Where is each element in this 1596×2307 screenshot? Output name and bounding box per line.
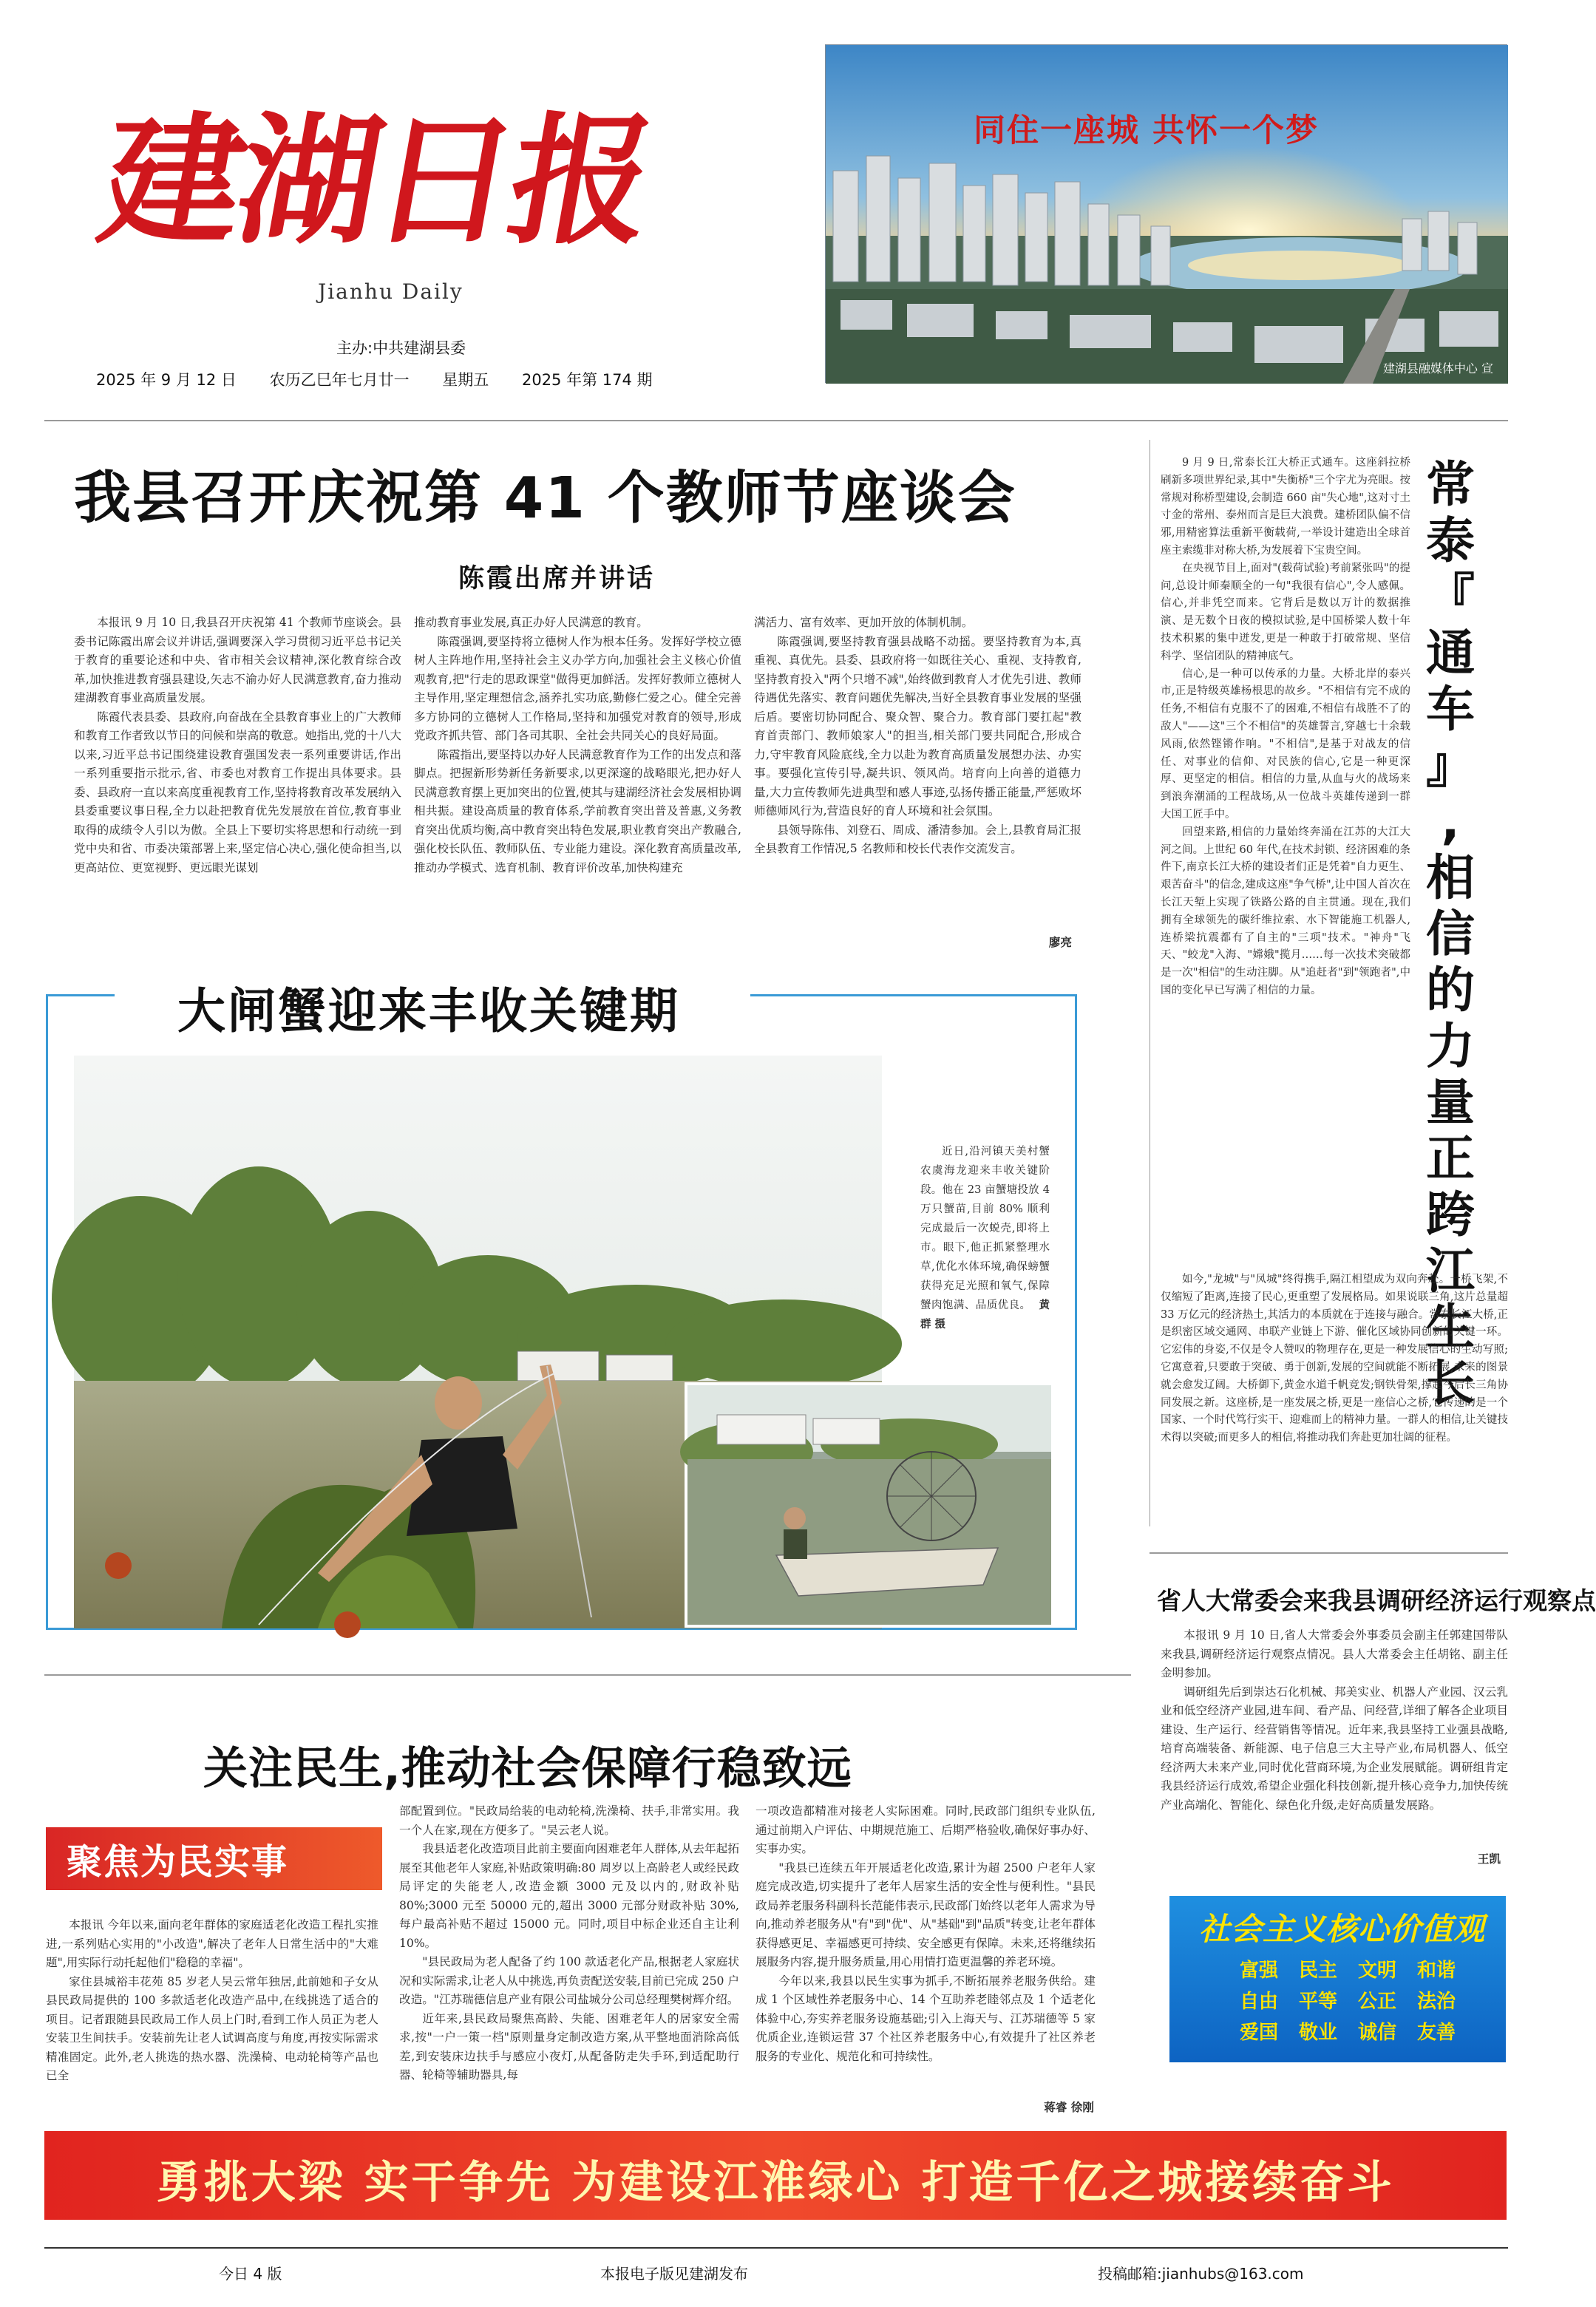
lead-headline: 我县召开庆祝第 41 个教师节座谈会: [74, 466, 1016, 531]
city-skyline-illustration: [826, 45, 1508, 384]
commentary-headline-glyph: 』: [1426, 737, 1475, 794]
photo-caption: [920, 1142, 1050, 1334]
weekday: 星期五: [442, 371, 489, 389]
visit-para: 调研组先后到崇达石化机械、邦美实业、机器人产业园、汉云乳业和低空经济产业园,进车间、看产品、问经营,详细了解各企业项目建设、生产运行、经营销售等情况。近年来,我县坚持工业强县战略,培育高端装备、新能源、电子信息三大主导产业,布局机器人、低空经济两大未来产业,同时优化营商环境,为企业发展赋能。调研组肯定我县经济运行成效,希望企业强化科技创新,提升核心竞争力,加快传统产业高端化、智能化、绿色化升级,走好高质量发展路。: [1161, 1685, 1508, 1812]
core-value: 和谐: [1417, 1960, 1456, 1982]
visit-story-text: [1161, 1626, 1508, 1863]
lead-col3-para: 陈霞强调,要坚持教育强县战略不动摇。要坚持教育为本,真重视、真优先。县委、县政府将一如既往关心、重视、支持教育,坚持教育投入"两个只增不减",始终做到教育人才优先引进、教师待遇优先落实、教育问题优先解决,当好全县教育事业发展的坚强后盾。要密切协同配合、聚众智、聚合力。教育部门要扛起"教育首责部门、教师娘家人"的担当,相关部门要共同配合,形成合力,守牢教育风险底线,全力以赴为教育高质量发展想办法、办实事。要强化宣传引导,凝共识、领风尚。培育向上向善的道德力量,大力宣传教师先进典型和感人事迹,弘扬传播正能量,严惩败坏师德师风行为,营造良好的育人环境和社会氛围。: [754, 634, 1081, 818]
lead-col2-para: 推动教育事业发展,真正办好人民满意的教育。: [414, 616, 648, 629]
people-col2-para: 我县适老化改造项目此前主要面向困难老年人群体,从去年起拓展至其他老年人家庭,补贴政策明确:80 周岁以上高龄老人或经民政局评定的失能老人,改造金额 3000 元及以内的,财政补贴 80%;3000 元至 50000 元的,超出 3000 元部分财政补贴 30%,每户最高补贴不超过 15000 元。同时,项目中标企业还自主让利 10%。: [399, 1842, 739, 1950]
lead-column-1: [74, 614, 401, 950]
lead-column-3: [754, 614, 1081, 931]
focus-tag-text: 聚焦为民实事: [67, 1841, 289, 1883]
lead-col1-para: 陈霞代表县委、县政府,向奋战在全县教育事业上的广大教师和教育工作者致以节日的问候和崇高的敬意。她指出,党的十八大以来,习近平总书记围绕建设教育强国发表一系列重要讲话,作出一系列重要指示批示,省、市委也对教育工作提出具体要求。县委、县政府一直以来高度重视教育工作,坚持将教育改革发展纳入县委重要议事日程,全力以赴把教育优先发展放在首位,教育事业取得的成绩令人引以为傲。全县上下要切实将思想和行动统一到党中央和省、市委决策部署上来,坚定信心决心,强化使命担当,以更高站位、更宽视野、更远眼光谋划: [74, 710, 401, 874]
commentary-headline-glyph: 江: [1426, 1243, 1475, 1299]
slogan-banner-text: 勇挑大梁 实干争先 为建设江淮绿心 打造千亿之城接续奋斗: [156, 2157, 1395, 2209]
commentary-para: 如今,"龙城"与"凤城"终得携手,隔江相望成为双向奔赴。一桥飞架,不仅缩短了距离,连接了民心,更重塑了发展格局。如果说联三角,这片总量超 33 万亿元的经济热土,其活力的本质就在于连接与融合。常泰长江大桥,正是织密区域交通网、串联产业链上下游、催化区域协同创新的关键一环。它宏伟的身姿,不仅是令人赞叹的物理存在,更是一种发展信心的生动写照;它寓意着,只要敢于突破、勇于创新,发展的空间就能不断拓展,未来的图景就会愈发辽阔。大桥御下,黄金水道千帆竞发;钢铁骨架,撑起今后长三角协同发展之新。这座桥,是一座发展之桥,更是一座信心之桥,它传递的是一个国家、一个时代笃行实干、迎难而上的精神力量。一群人的相信,让关键技术得以突破;而更多人的相信,将推动我们奔赴更加壮阔的征程。: [1161, 1274, 1508, 1444]
footer-divider: [44, 2247, 1508, 2249]
lead-col1-para: 本报讯 9 月 10 日,我县召开庆祝第 41 个教师节座谈会。县委书记陈霞出席会议并讲话,强调要深入学习贯彻习近平总书记关于教育的重要论述和中央、省市相关会议精神,深化教育综合改革,加快推进教育强县建设,矢志不渝办好人民满意教育,奋力推动建湖教育事业高质量发展。: [74, 616, 401, 704]
people-byline: 蒋睿 徐刚: [1044, 2100, 1094, 2114]
hero-city-photo: [825, 44, 1507, 383]
people-col3-para: 一项改造都精准对接老人实际困难。同时,民政部门组织专业队伍,通过前期入户评估、中期规范施工、后期严格验收,确保好事办好、实事办实。: [755, 1804, 1096, 1855]
commentary-headline-glyph: 常: [1426, 456, 1475, 513]
core-values-row-1: [1240, 1955, 1476, 1982]
core-value: 富强: [1240, 1960, 1279, 1982]
commentary-para: 信心,是一种可以传承的力量。大桥北岸的泰兴市,正是特级英雄杨根思的故乡。"不相信有完不成的任务,不相信有克服不了的困难,不相信有战胜不了的敌人"——这"三个不相信"的英雄誓言,穿越七十余载风雨,依然铿锵作响。"不相信",是基于对战友的信任、对事业的信仰、对民族的信心,它是一种更深厚、更坚定的相信。相信的力量,从血与火的战场来到浪奔潮涌的工程战场,从一位战斗英雄传递到一群大国工匠手中。: [1161, 667, 1410, 820]
core-value: 诚信: [1358, 2022, 1397, 2044]
issue-number: 2025 年第 174 期: [521, 371, 653, 389]
lead-column-2: [414, 614, 741, 950]
core-values-row-2: [1240, 1986, 1476, 2014]
right-section-divider: [1150, 1552, 1508, 1554]
people-column-2: [399, 1802, 739, 2116]
people-col3-para: "我县已连续五年开展适老化改造,累计为超 2500 户老年人家庭完成改造,切实提升了老年人居家生活的安全性与便利性。"县民政局养老服务科副科长范能伟表示,民政部门始终以老年人需求为导向,推动养老服务从"有"到"优"、从"基础"到"品质"转变,让老年群体获得感更足、幸福感更可持续、安全感更有保障。未来,还将继续拓展服务内容,提升服务质量,用心用情打造更温馨的养老环境。: [755, 1861, 1096, 1968]
core-values-title: 社会主义核心价值观: [1199, 1911, 1486, 1947]
people-story-headline: 关注民生,推动社会保障行稳致远: [203, 1743, 852, 1795]
core-value: 文明: [1358, 1960, 1397, 1982]
issue-date: 2025 年 9 月 12 日: [96, 371, 237, 389]
commentary-headline-glyph: 正: [1426, 1130, 1475, 1187]
core-values-panel: [1169, 1896, 1506, 2062]
commentary-headline-glyph: 『: [1426, 568, 1475, 625]
commentary-para: 在央视节目上,面对"(载荷试验)考前紧张吗"的提问,总设计师秦顺全的一句"我很有信心",令人感佩。信心,并非凭空而来。它背后是数以万计的数据推演、是无数个日夜的模拟试验,是中国桥梁人数十年技术积累的集中迸发,更是一种敢于打破常规、坚信科学、坚信团队的精神底气。: [1161, 562, 1410, 662]
lead-col3-para: 县领导陈伟、刘登石、周成、潘清参加。会上,县教育局汇报全县教育工作情况,5 名教师和校长代表作交流发言。: [754, 823, 1081, 855]
photo-caption-text: 近日,沿河镇天美村蟹农虞海龙迎来丰收关键阶段。他在 23 亩蟹塘投放 4 万只蟹苗,目前 80% 顺利完成最后一次蜕壳,即将上市。眼下,他正抓紧整理水草,优化水体环境,确保螃蟹获得充足光照和氧气,保障蟹肉饱满、品质优良。: [920, 1146, 1050, 1311]
focus-tag-banner: [46, 1827, 382, 1890]
commentary-headline-glyph: 跨: [1426, 1186, 1475, 1243]
commentary-headline-glyph: 长: [1426, 1355, 1475, 1412]
lead-subheadline: 陈霞出席并讲话: [458, 564, 656, 594]
commentary-top-text: [1161, 455, 1410, 1268]
photo-story-headline: 大闸蟹迎来丰收关键期: [177, 984, 681, 1039]
core-value: 民主: [1299, 1960, 1338, 1982]
footer-page-count: 今日 4 版: [219, 2265, 282, 2283]
core-value: 敬业: [1299, 2022, 1338, 2044]
commentary-headline-glyph: 泰: [1426, 512, 1475, 569]
masthead-logo: [89, 70, 717, 292]
commentary-headline-glyph: ,: [1441, 793, 1460, 850]
hero-slogan: 同住一座城 共怀一个梦: [974, 112, 1319, 149]
people-column-1: [46, 1916, 378, 2116]
people-col1-para: 家住县城裕丰花苑 85 岁老人吴云常年独居,此前她和子女从县民政局提供的 100 多款适老化改造产品中,在线挑选了适合的项目。记者跟随县民政局工作人员上门时,看到工作人员正为老人安装卫生间扶手。安装前先让老人试调高度与角度,再按实际需求精准固定。此外,老人挑选的热水器、洗澡椅、电动轮椅等产品也已全: [46, 1974, 378, 2082]
commentary-bottom-text: [1161, 1271, 1508, 1523]
masthead-logo-text: 建湖日报: [89, 98, 662, 263]
lead-col2-para: 陈霞指出,要坚持以办好人民满意教育作为工作的出发点和落脚点。把握新形势新任务新要求,以更深邃的战略眼光,把办好人民满意教育摆上更加突出的位置,使其与建湖经济社会发展相协调相共振。建设高质量的教育体系,学前教育突出普及普惠,义务教育突出优质均衡,高中教育突出特色发展,职业教育突出产教融合,强化校长队伍、教师队伍、专业能力建设。深化教育高质量改革,推动办学模式、选育机制、教育评价改革,加快构建充: [414, 747, 741, 874]
visit-para: 本报讯 9 月 10 日,省人大常委会外事委员会副主任郭建国带队来我县,调研经济运行观察点情况。县人大常委会主任胡铭、副主任金明参加。: [1161, 1628, 1508, 1679]
commentary-headline-glyph: 力: [1426, 1018, 1475, 1075]
commentary-para: 回望来路,相信的力量始终奔涌在江苏的大江大河之间。上世纪 60 年代,在技术封锁、经济困难的条件下,南京长江大桥的建设者们正是凭着"自力更生、艰苦奋斗"的信念,建成这座"争气桥",让中国人首次在长江天堑上实现了铁路公路的自主贯通。现在,我们拥有全球领先的碳纤维拉索、水下智能施工机器人,连桥梁抗震都有了自主的"三项"技术。"神舟"飞天、"蛟龙"入海、"嫦娥"揽月……每一次技术突破都是一次"相信"的生动注脚。从"追赶者"到"领跑者",中国的变化早已写满了相信的力量。: [1161, 826, 1410, 996]
commentary-headline-glyph: 通: [1426, 625, 1475, 682]
section-divider: [44, 1674, 1131, 1676]
photographer: 黄群 摄: [920, 1299, 1050, 1331]
commentary-para: 9 月 9 日,常泰长江大桥正式通车。这座斜拉桥刷新多项世界纪录,其中"失衡桥"三个字尤为亮眼。按常规对称桥型建设,会制造 660 亩"失心地",这对寸土寸金的常州、泰州而言是巨大浪费。建桥团队偏不信邪,用精密算法重新平衡载荷,一举设计建造出全球首座主索缆非对称大桥,为发展着下宝贵空间。: [1161, 457, 1410, 557]
footer-digital-edition: 本报电子版见建湖发布: [600, 2265, 748, 2283]
lead-col2-para: 陈霞强调,要坚持将立德树人作为根本任务。发挥好学校立德树人主阵地作用,坚持社会主义办学方向,加强社会主义核心价值观教育,把"行走的思政课堂"做得更加鲜活。发挥好教师立德树人主导作用,坚定理想信念,涵养扎实功底,勤修仁爱之心。健全完善多方协同的立德树人工作格局,坚持和加强党对教育的领导,形成党政齐抓共管、部门各司其职、全社会共同关心的良好局面。: [414, 634, 741, 742]
core-value: 平等: [1299, 1991, 1338, 2013]
masthead-divider: [44, 420, 1508, 421]
masthead-english-name: Jianhu Daily: [318, 279, 463, 304]
core-values-row-3: [1240, 2017, 1476, 2045]
lunar-date: 农历乙巳年七月廿一: [269, 371, 410, 389]
commentary-headline-glyph: 相: [1426, 849, 1475, 906]
masthead-sponsor: 主办:中共建湖县委: [336, 339, 466, 357]
hero-credit: 建湖县融媒体中心 宣: [1382, 361, 1493, 376]
visit-headline: 省人大常委会来我县调研经济运行观察点: [1157, 1586, 1596, 1615]
core-value: 友善: [1417, 2022, 1456, 2044]
commentary-headline: [1421, 457, 1480, 1412]
crab-boat-photo: [685, 1382, 1054, 1628]
lead-col3-para: 满活力、富有效率、更加开放的体制机制。: [754, 616, 974, 629]
core-value: 法治: [1417, 1991, 1456, 2013]
people-col2-para: 部配置到位。"民政局给装的电动轮椅,洗澡椅、扶手,非常实用。我一个人在家,现在方便多了。"吴云老人说。: [399, 1804, 739, 1837]
masthead-dateline: [96, 368, 681, 390]
people-column-3: [755, 1802, 1096, 2098]
slogan-banner: [44, 2131, 1507, 2220]
core-value: 公正: [1358, 1991, 1397, 2013]
visit-byline: 王凯: [1477, 1852, 1501, 1866]
lead-byline: 廖亮: [1048, 935, 1072, 949]
core-value: 自由: [1240, 1991, 1279, 2013]
core-value: 爱国: [1240, 2022, 1279, 2044]
commentary-headline-glyph: 车: [1426, 681, 1475, 738]
commentary-headline-glyph: 信: [1426, 906, 1475, 962]
boat-on-pond-illustration: [687, 1385, 1051, 1625]
commentary-headline-glyph: 量: [1426, 1074, 1475, 1131]
people-col3-para: 今年以来,我县以民生实事为抓手,不断拓展养老服务供给。建成 1 个区域性养老服务中心、14 个互助养老睦邻点及 1 个适老化体验中心,夯实养老服务设施基础;引入上海天与、江苏瑞德等 5 家优质企业,连锁运营 37 个社区养老服务中心,有效提升了社区养老服务的专业化、规范化和可持续性。: [755, 1974, 1096, 2063]
footer-submission-email: 投稿邮箱:jianhubs@163.com: [1098, 2265, 1304, 2283]
commentary-headline-glyph: 的: [1426, 962, 1475, 1019]
commentary-headline-glyph: 生: [1426, 1299, 1475, 1356]
people-col1-para: 本报讯 今年以来,面向老年群体的家庭适老化改造工程扎实推进,一系列贴心实用的"小改造",解决了老年人日常生活中的"大难题",用实际行动托起他们"稳稳的幸福"。: [46, 1918, 378, 1969]
people-col2-para: 近年来,县民政局聚焦高龄、失能、困难老年人的居家安全需求,按"一户一策一档"原则量身定制改造方案,从平整地面消除高低差,到安装床边扶手与感应小夜灯,从配备防走失手环,到适配助行器、轮椅等辅助器具,每: [399, 2011, 739, 2082]
people-col2-para: "县民政局为老人配备了约 100 款适老化产品,根据老人家庭状况和实际需求,让老人从中挑选,再负责配送安装,目前已完成 250 户改造。"江苏瑞德信息产业有限公司盐城分公司总经理樊树辉介绍。: [399, 1955, 739, 2006]
